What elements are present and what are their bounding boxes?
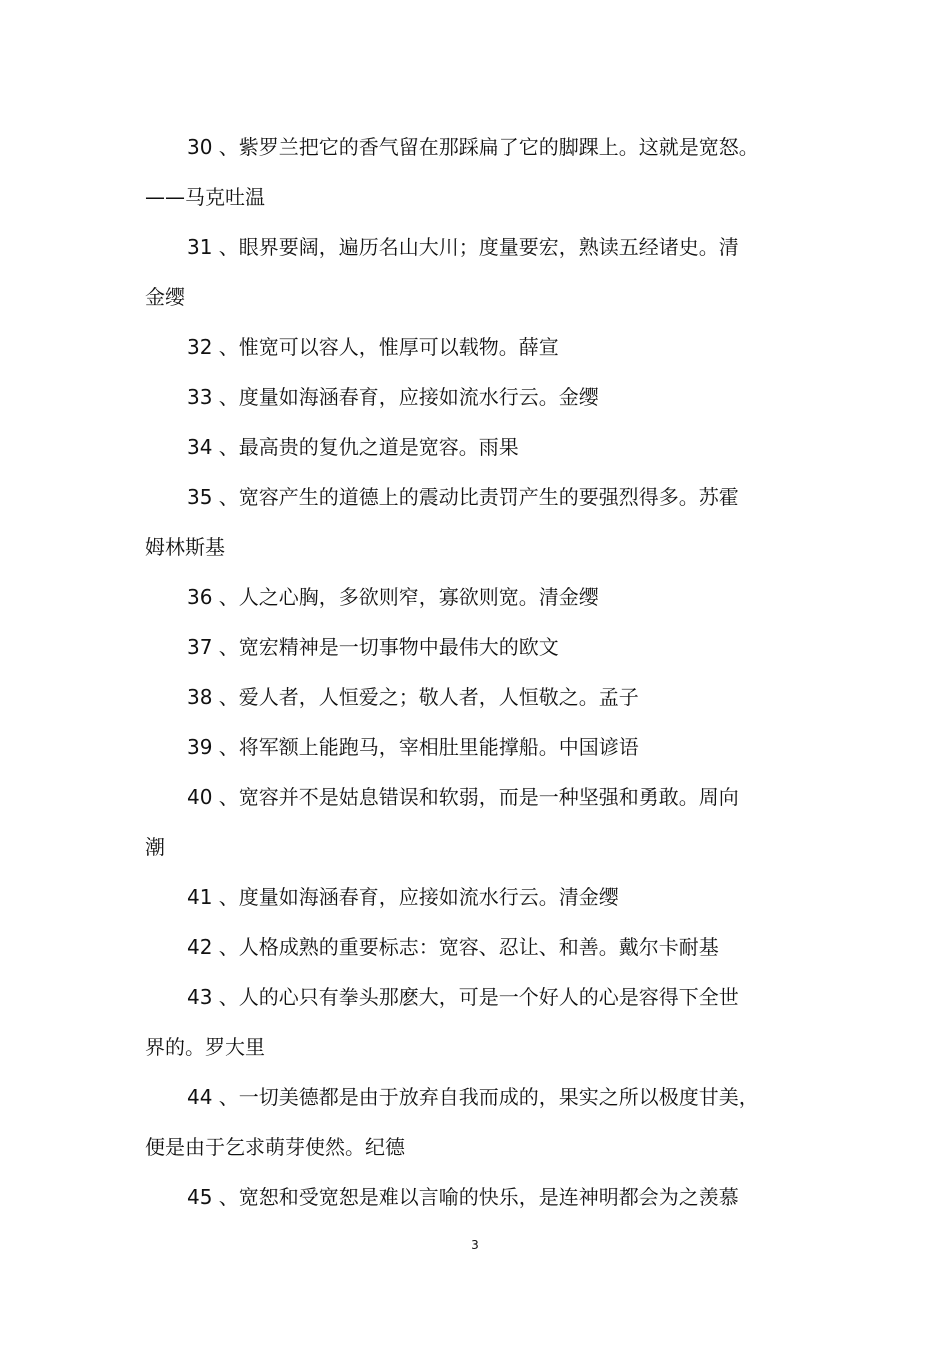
quote-paragraph	[145, 422, 770, 472]
quote-line: 36 、人之心胸，多欲则窄，寡欲则宽。清金缨	[187, 585, 599, 609]
quote-line: 37 、宽宏精神是一切事物中最伟大的欧文	[187, 635, 559, 659]
quote-list	[145, 122, 770, 1222]
quote-line: 44 、一切美德都是由于放弃自我而成的，果实之所以极度甘美，	[187, 1085, 759, 1109]
quote-line: ——马克吐温	[145, 185, 265, 209]
quote-line: 34 、最高贵的复仇之道是宽容。雨果	[187, 435, 519, 459]
quote-line: 45 、宽恕和受宽恕是难以言喻的快乐，是连神明都会为之羡慕	[187, 1185, 739, 1209]
quote-paragraph	[145, 972, 770, 1072]
quote-line: 33 、度量如海涵春育，应接如流水行云。金缨	[187, 385, 599, 409]
quote-paragraph	[145, 472, 770, 572]
quote-line: 38 、爱人者，人恒爱之；敬人者，人恒敬之。孟子	[187, 685, 639, 709]
quote-line: 35 、宽容产生的道德上的震动比责罚产生的要强烈得多。苏霍	[187, 485, 739, 509]
quote-paragraph	[145, 1172, 770, 1222]
quote-paragraph	[145, 922, 770, 972]
quote-paragraph	[145, 722, 770, 772]
quote-line: 42 、人格成熟的重要标志：宽容、忍让、和善。戴尔卡耐基	[187, 935, 719, 959]
quote-paragraph	[145, 872, 770, 922]
quote-line: 40 、宽容并不是姑息错误和软弱，而是一种坚强和勇敢。周向	[187, 785, 739, 809]
quote-paragraph	[145, 372, 770, 422]
quote-line: 31 、眼界要阔，遍历名山大川；度量要宏，熟读五经诸史。清	[187, 235, 739, 259]
quote-paragraph	[145, 672, 770, 722]
paragraphs-container	[145, 122, 770, 1222]
quote-line: 潮	[145, 835, 165, 859]
quote-line: 姆林斯基	[145, 535, 225, 559]
quote-line: 43 、人的心只有拳头那麽大，可是一个好人的心是容得下全世	[187, 985, 739, 1009]
quote-paragraph	[145, 1072, 770, 1172]
quote-line: 界的。罗大里	[145, 1035, 265, 1059]
quote-paragraph	[145, 222, 770, 322]
quote-line: 金缨	[145, 285, 185, 309]
quote-line: 30 、紫罗兰把它的香气留在那踩扁了它的脚踝上。这就是宽怒。	[187, 135, 759, 159]
quote-paragraph	[145, 622, 770, 672]
page-number: 3	[471, 1238, 479, 1252]
quote-paragraph	[145, 772, 770, 872]
quote-line: 32 、惟宽可以容人，惟厚可以载物。薛宣	[187, 335, 559, 359]
quote-paragraph	[145, 322, 770, 372]
quote-paragraph	[145, 572, 770, 622]
quote-line: 41 、度量如海涵春育，应接如流水行云。清金缨	[187, 885, 619, 909]
quote-line: 39 、将军额上能跑马，宰相肚里能撑船。中国谚语	[187, 735, 639, 759]
quote-paragraph	[145, 122, 770, 222]
quote-line: 便是由于乞求萌芽使然。纪德	[145, 1135, 405, 1159]
